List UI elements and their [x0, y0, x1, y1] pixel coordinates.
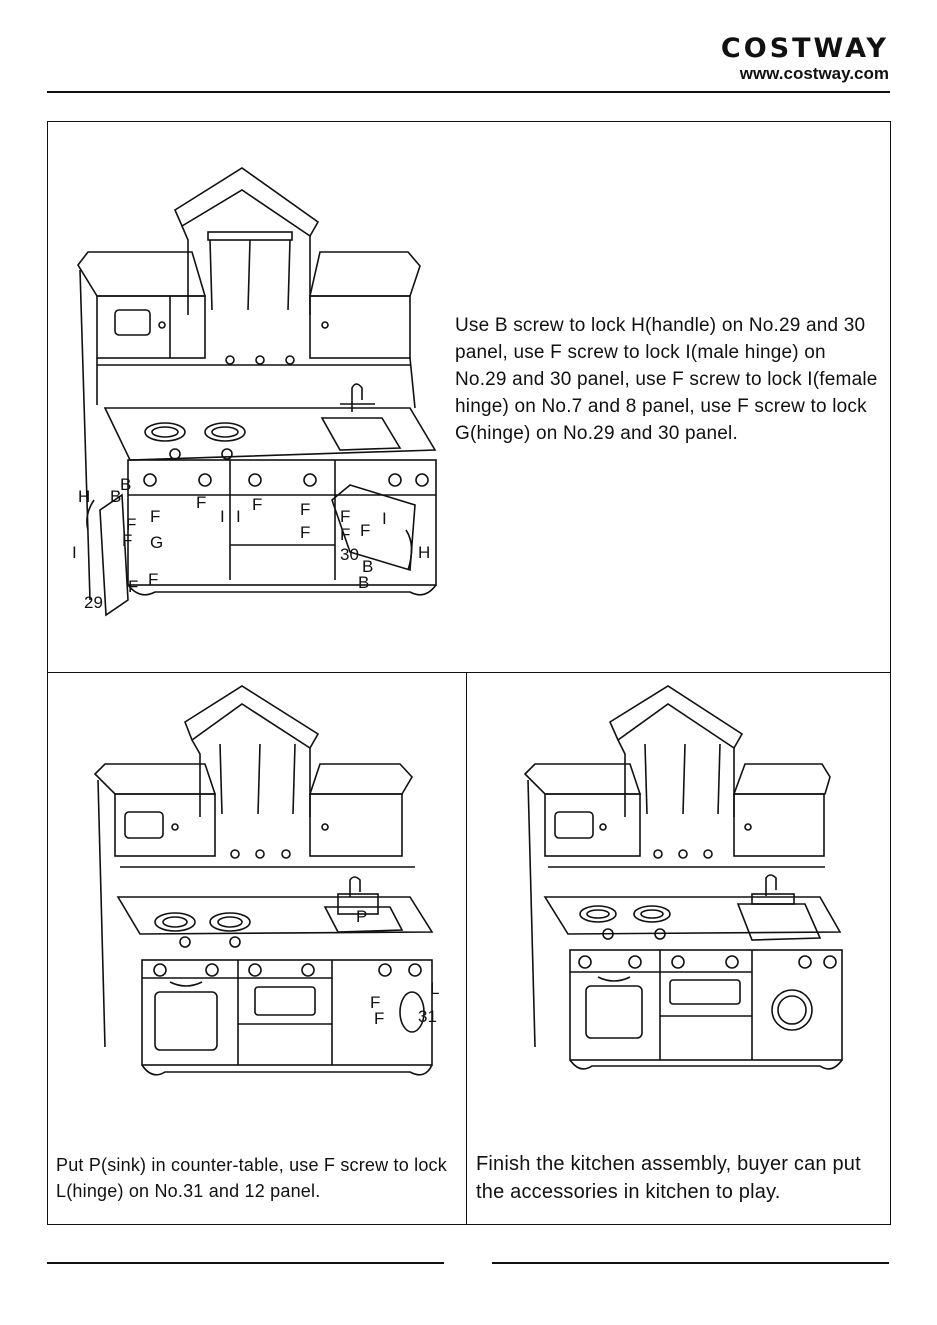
- callout-f-right-4: F: [340, 525, 351, 544]
- brand-header: [721, 34, 889, 84]
- callout-h-left: H: [78, 487, 91, 506]
- callout-f-left-5: F: [128, 577, 139, 596]
- callout-b-left-1: B: [110, 487, 122, 506]
- header-rule: [47, 91, 890, 93]
- callout-panel-31: 31: [418, 1007, 437, 1026]
- callout-f-left-3: F: [122, 531, 133, 550]
- callout-p: P: [356, 907, 368, 926]
- step-2-kitchen-illustration: [90, 682, 440, 1097]
- brand-url: www.costway.com: [739, 64, 889, 83]
- callout-b-left-2: B: [120, 475, 132, 494]
- callout-f-left-1: F: [150, 507, 161, 526]
- callout-f-right-2: F: [340, 507, 351, 526]
- callout-f-mid-2: F: [252, 495, 263, 514]
- callout-f-right-1: F: [300, 500, 311, 519]
- callout-b-right-2: B: [358, 573, 370, 592]
- callout-f-right-3: F: [300, 523, 311, 542]
- step-3-instruction: Finish the kitchen assembly, buyer can put the accessories in kitchen to play.: [476, 1153, 861, 1203]
- callout-panel-30: 30: [340, 545, 359, 564]
- callout-f-left-2: F: [126, 515, 137, 534]
- step-1-instruction: Use B screw to lock H(handle) on No.29 and 30 panel, use F screw to lock I(male hinge) on No.29 and 30 panel, use F screw to lock I(female hinge) on No.7 and 8 panel, use F screw to lock G(hinge) on No.29 and 30 panel.: [455, 315, 878, 444]
- callout-panel-29: 29: [84, 593, 103, 612]
- callout-h-right: H: [418, 543, 431, 562]
- callout-i-mid-1: I: [220, 507, 225, 526]
- callout-i-right: I: [382, 509, 387, 528]
- callout-f-right-5: F: [360, 521, 371, 540]
- callout-i-mid-2: I: [236, 507, 241, 526]
- step-2-instruction: Put P(sink) in counter-table, use F screw to lock L(hinge) on No.31 and 12 panel.: [56, 1155, 447, 1201]
- step-3-kitchen-illustration: [520, 682, 850, 1097]
- callout-i-left: I: [72, 543, 77, 562]
- callout-f-2b: F: [374, 1009, 385, 1028]
- step-1-kitchen-illustration: [70, 160, 450, 620]
- footer-rule-left: [47, 1262, 444, 1264]
- callout-f-left-4: F: [148, 570, 159, 589]
- brand-logo: COSTWAY: [720, 33, 889, 64]
- footer-rule-right: [492, 1262, 889, 1264]
- callout-g: G: [150, 533, 164, 552]
- callout-l: L: [430, 979, 440, 998]
- callout-b-right-1: B: [362, 557, 374, 576]
- callout-f-2a: F: [370, 993, 381, 1012]
- callout-f-mid-1: F: [196, 493, 207, 512]
